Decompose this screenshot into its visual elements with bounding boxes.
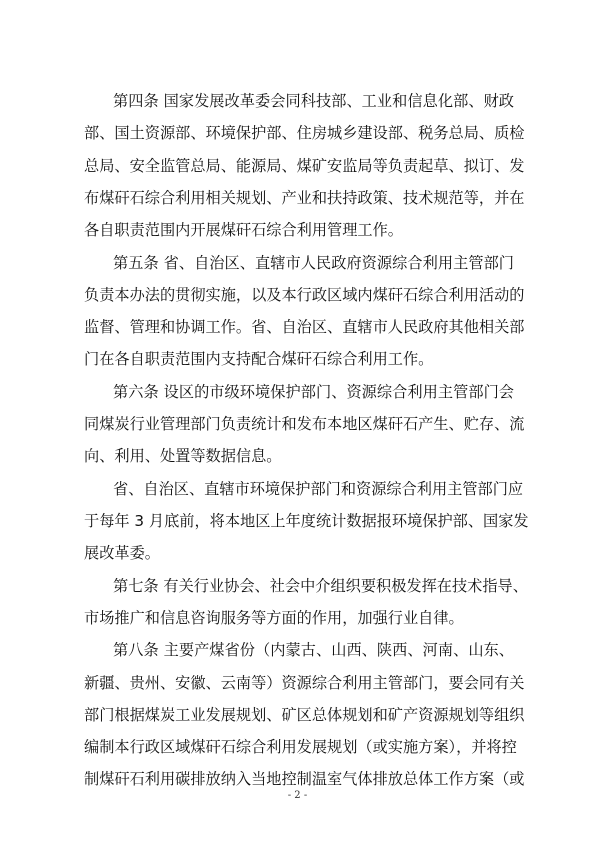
article-5-line-1: 第五条 省、自治区、直辖市人民政府资源综合利用主管部门 xyxy=(113,254,514,272)
article-6-line-2: 同煤炭行业管理部门负责统计和发布本地区煤矸石产生、贮存、流 xyxy=(84,415,525,433)
article-7-line-1: 第七条 有关行业协会、社会中介组织要积极发挥在技术指导、 xyxy=(113,577,528,595)
article-8-line-4: 编制本行政区域煤矸石综合利用发展规划（或实施方案），并将控 xyxy=(84,738,517,756)
article-6-line-1: 第六条 设区的市级环境保护部门、资源综合利用主管部门会 xyxy=(113,383,514,401)
article-4-line-4: 布煤矸石综合利用相关规划、产业和扶持政策、技术规范等，并在 xyxy=(84,189,525,207)
article-6-para2-line-2: 于每年 3 月底前，将本地区上年度统计数据报环境保护部、国家发 xyxy=(84,512,529,530)
article-6-para2-line-3: 展改革委。 xyxy=(84,544,160,562)
article-6-line-3: 向、利用、处置等数据信息。 xyxy=(84,447,282,465)
page-number: - 2 - xyxy=(287,790,308,801)
article-7-line-2: 市场推广和信息咨询服务等方面的作用，加强行业自律。 xyxy=(84,609,464,627)
article-8-line-1: 第八条 主要产煤省份（内蒙古、山西、陕西、河南、山东、 xyxy=(113,641,514,659)
article-4-line-2: 部、国土资源部、环境保护部、住房城乡建设部、税务总局、质检 xyxy=(84,124,525,142)
article-5-line-3: 监督、管理和协调工作。省、自治区、直辖市人民政府其他相关部 xyxy=(84,318,525,336)
article-4-line-1: 第四条 国家发展改革委会同科技部、工业和信息化部、财政 xyxy=(113,92,514,110)
article-5-line-4: 门在各自职责范围内支持配合煤矸石综合利用工作。 xyxy=(84,350,434,368)
article-8-line-5: 制煤矸石利用碳排放纳入当地控制温室气体排放总体工作方案（或 xyxy=(84,770,525,788)
article-4-line-5: 各自职责范围内开展煤矸石综合利用管理工作。 xyxy=(84,221,403,239)
article-5-line-2: 负责本办法的贯彻实施，以及本行政区域内煤矸石综合利用活动的 xyxy=(84,286,525,304)
article-8-line-2: 新疆、贵州、安徽、云南等）资源综合利用主管部门，要会同有关 xyxy=(84,674,525,692)
article-8-line-3: 部门根据煤炭工业发展规划、矿区总体规划和矿产资源规划等组织 xyxy=(84,706,525,724)
article-4-line-3: 总局、安全监管总局、能源局、煤矿安监局等负责起草、拟订、发 xyxy=(84,157,525,175)
article-6-para2-line-1: 省、自治区、直辖市环境保护部门和资源综合利用主管部门应 xyxy=(113,480,524,498)
